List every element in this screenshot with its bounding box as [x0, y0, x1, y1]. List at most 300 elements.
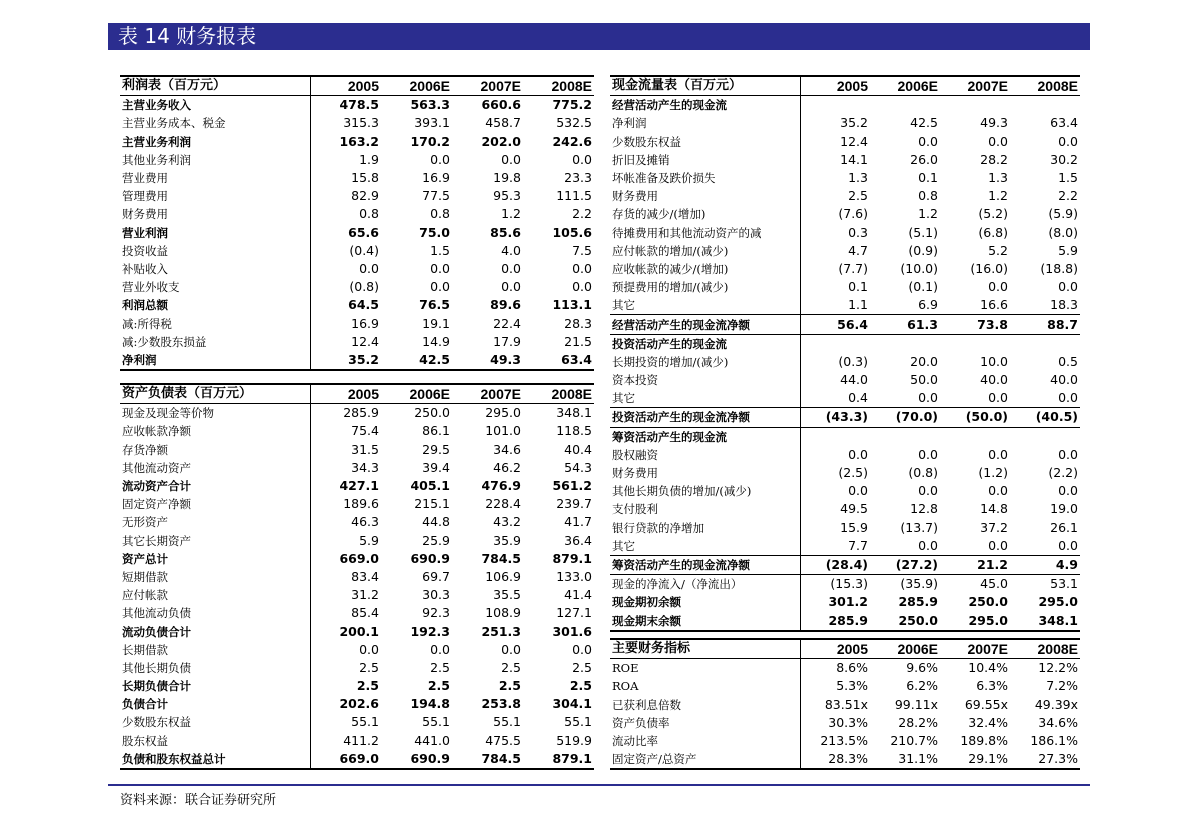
value-cell: 35.9	[493, 532, 521, 548]
value-cell: 189.8%	[960, 733, 1008, 749]
table-header-row	[120, 76, 594, 96]
value-cell: 36.4	[564, 532, 592, 548]
value-cell: 0.0	[918, 537, 938, 553]
table-row	[120, 314, 594, 332]
year-header-cell: 2006E	[870, 76, 940, 96]
table-row	[610, 371, 1080, 389]
row-label: 投资收益	[120, 242, 310, 260]
value-cell: 82.9	[351, 188, 379, 204]
table-header-row	[610, 639, 1080, 659]
year-header-cell: 2008E	[1010, 76, 1080, 96]
value-cell: (15.3)	[800, 575, 870, 594]
value-cell: 0.0	[1058, 279, 1078, 295]
year-header-cell: 2008E	[523, 76, 594, 96]
value-cell: 0.0	[359, 641, 379, 657]
value-cell: 0.0	[848, 446, 868, 462]
value-cell: 532.5	[556, 115, 592, 131]
year-header-cell: 2006E	[381, 384, 452, 404]
table-row	[610, 732, 1080, 750]
value-cell: 6.2%	[906, 678, 938, 694]
value-cell: 163.2	[339, 133, 379, 149]
value-cell: 44.8	[422, 514, 450, 530]
value-cell: 16.6	[980, 297, 1008, 313]
table-row	[120, 459, 594, 477]
value-cell: 0.0	[572, 151, 592, 167]
table-row	[120, 114, 594, 132]
value-cell: 427.1	[339, 478, 379, 494]
table-row	[120, 659, 594, 677]
value-cell: 690.9	[381, 750, 452, 769]
value-cell: 304.1	[552, 696, 592, 712]
value-cell: (27.2)	[870, 555, 940, 574]
table-row	[610, 593, 1080, 611]
row-label: 长期投资的增加/(减少)	[610, 353, 800, 371]
value-cell: 2.5	[501, 659, 521, 675]
value-cell: (5.2)	[978, 206, 1008, 222]
value-cell: 27.3%	[1010, 750, 1080, 769]
row-label: 经营活动产生的现金流净额	[610, 315, 800, 334]
table-row	[120, 732, 594, 750]
row-label: 流动比率	[610, 732, 800, 750]
value-cell: 16.9	[351, 315, 379, 331]
bottom-rule	[108, 784, 1090, 786]
value-cell: 8.6%	[836, 660, 868, 676]
value-cell: (10.0)	[900, 260, 938, 276]
table-row	[120, 260, 594, 278]
value-cell: 26.0	[910, 151, 938, 167]
value-cell: 251.3	[481, 623, 521, 639]
value-cell: 202.0	[481, 133, 521, 149]
value-cell: 99.11x	[894, 696, 938, 712]
row-label: 其它	[610, 296, 800, 315]
table-row	[120, 641, 594, 659]
row-label: ROA	[610, 677, 800, 695]
value-cell: 49.3	[980, 115, 1008, 131]
table-row	[120, 586, 594, 604]
value-cell: (40.5)	[1010, 408, 1080, 427]
value-cell: 73.8	[940, 315, 1010, 334]
value-cell: 30.3	[422, 587, 450, 603]
value-cell: 56.4	[800, 315, 870, 334]
value-cell: 6.9	[918, 297, 938, 313]
row-label: 其他流动资产	[120, 459, 310, 477]
value-cell: 411.2	[343, 732, 379, 748]
table-title-cell: 资产负债表（百万元）	[120, 384, 310, 404]
value-cell: (16.0)	[970, 260, 1008, 276]
value-cell: 0.5	[1058, 353, 1078, 369]
value-cell: 476.9	[481, 478, 521, 494]
value-cell: 228.4	[485, 496, 521, 512]
value-cell: 63.4	[523, 351, 594, 370]
value-cell: 65.6	[348, 224, 379, 240]
table-row	[610, 296, 1080, 315]
value-cell: 879.1	[552, 550, 592, 566]
value-cell: 31.2	[351, 587, 379, 603]
balance-sheet-table	[120, 383, 594, 770]
value-cell: 0.0	[501, 151, 521, 167]
value-cell: 170.2	[410, 133, 450, 149]
table-row	[610, 389, 1080, 408]
value-cell	[940, 427, 1010, 446]
row-label: 主营业务成本、税金	[120, 114, 310, 132]
value-cell: 0.0	[988, 446, 1008, 462]
value-cell: 0.1	[918, 170, 938, 186]
value-cell: 519.9	[556, 732, 592, 748]
table-row	[120, 205, 594, 223]
value-cell: 75.0	[419, 224, 450, 240]
table-row	[120, 713, 594, 731]
row-label: 少数股东权益	[120, 713, 310, 731]
value-cell: 0.0	[430, 641, 450, 657]
value-cell: 348.1	[556, 405, 592, 421]
value-cell: 89.6	[490, 297, 521, 313]
row-label: 利润总额	[120, 296, 310, 314]
table-row	[610, 408, 1080, 427]
value-cell	[1010, 334, 1080, 353]
row-label: 投资活动产生的现金流	[610, 334, 800, 353]
year-header-cell: 2007E	[940, 639, 1010, 659]
value-cell: 75.4	[351, 423, 379, 439]
value-cell: 669.0	[339, 550, 379, 566]
value-cell: 295.0	[940, 611, 1010, 630]
value-cell: 26.1	[1050, 519, 1078, 535]
value-cell: 0.0	[1058, 483, 1078, 499]
value-cell: 194.8	[410, 696, 450, 712]
value-cell: (28.4)	[800, 555, 870, 574]
row-label: 营业费用	[120, 169, 310, 187]
table-row	[120, 604, 594, 622]
row-label: 固定资产净额	[120, 495, 310, 513]
value-cell: 202.6	[339, 696, 379, 712]
value-cell: 2.5	[498, 678, 521, 694]
year-header-cell: 2005	[310, 384, 381, 404]
value-cell: 0.0	[1058, 133, 1078, 149]
value-cell: 12.8	[910, 501, 938, 517]
value-cell: 76.5	[419, 297, 450, 313]
row-label: 净利润	[610, 114, 800, 132]
row-label: 主营业务收入	[120, 96, 310, 115]
table-row	[610, 151, 1080, 169]
row-label: 长期负债合计	[120, 677, 310, 695]
value-cell: (0.3)	[838, 353, 868, 369]
value-cell: 475.5	[485, 732, 521, 748]
value-cell: 405.1	[410, 478, 450, 494]
row-label: 财务费用	[610, 464, 800, 482]
value-cell: 69.55x	[964, 696, 1008, 712]
value-cell: 2.2	[572, 206, 592, 222]
table-row	[120, 568, 594, 586]
value-cell: 63.4	[1050, 115, 1078, 131]
value-cell: 101.0	[485, 423, 521, 439]
value-cell: 49.3	[452, 351, 523, 370]
value-cell: (7.6)	[838, 206, 868, 222]
section-title: 表 14 财务报表	[118, 24, 257, 48]
table-row	[120, 133, 594, 151]
value-cell: 53.1	[1010, 575, 1080, 594]
value-cell: 118.5	[556, 423, 592, 439]
table-row	[120, 296, 594, 314]
value-cell: 0.0	[918, 483, 938, 499]
value-cell: (8.0)	[1048, 224, 1078, 240]
value-cell: 22.4	[493, 315, 521, 331]
table-row	[610, 114, 1080, 132]
table-row	[120, 495, 594, 513]
year-header-cell: 2006E	[381, 76, 452, 96]
value-cell	[940, 96, 1010, 115]
value-cell: 253.8	[481, 696, 521, 712]
value-cell: (2.5)	[838, 465, 868, 481]
value-cell: 43.2	[493, 514, 521, 530]
value-cell: 105.6	[552, 224, 592, 240]
value-cell: 186.1%	[1030, 733, 1078, 749]
value-cell: 295.0	[485, 405, 521, 421]
value-cell: 5.3%	[836, 678, 868, 694]
row-label: 其它长期资产	[120, 532, 310, 550]
value-cell: 17.9	[493, 333, 521, 349]
row-label: 其他长期负债的增加/(减少)	[610, 482, 800, 500]
table-row	[120, 550, 594, 568]
value-cell: 34.6	[493, 441, 521, 457]
value-cell: 83.51x	[824, 696, 868, 712]
row-label: 支付股利	[610, 500, 800, 518]
row-label: 流动资产合计	[120, 477, 310, 495]
value-cell: 0.0	[572, 260, 592, 276]
value-cell: (1.2)	[978, 465, 1008, 481]
value-cell: 10.4%	[968, 660, 1008, 676]
value-cell: 0.3	[848, 224, 868, 240]
table-row	[120, 242, 594, 260]
value-cell: 69.7	[422, 568, 450, 584]
value-cell: 2.2	[1058, 188, 1078, 204]
value-cell: (2.2)	[1048, 465, 1078, 481]
row-label: 经营活动产生的现金流	[610, 96, 800, 115]
value-cell: 0.0	[572, 641, 592, 657]
value-cell: (0.9)	[908, 242, 938, 258]
value-cell: 29.5	[422, 441, 450, 457]
value-cell: 19.1	[422, 315, 450, 331]
row-label: ROE	[610, 659, 800, 678]
row-label: 存货的减少/(增加)	[610, 205, 800, 223]
value-cell: 32.4%	[968, 714, 1008, 730]
table-row	[120, 532, 594, 550]
table-row	[120, 404, 594, 423]
table-row	[610, 555, 1080, 574]
value-cell: 28.3	[564, 315, 592, 331]
value-cell: 46.2	[493, 459, 521, 475]
value-cell: 34.3	[351, 459, 379, 475]
table-title-cell: 主要财务指标	[610, 639, 800, 659]
table-row	[610, 500, 1080, 518]
value-cell	[870, 427, 940, 446]
value-cell: 31.5	[351, 441, 379, 457]
value-cell: 111.5	[556, 188, 592, 204]
value-cell: 7.5	[572, 242, 592, 258]
value-cell: (7.7)	[838, 260, 868, 276]
table-row	[610, 278, 1080, 296]
value-cell: 189.6	[343, 496, 379, 512]
value-cell: 10.0	[980, 353, 1008, 369]
row-label: 预提费用的增加/(减少)	[610, 278, 800, 296]
value-cell: 106.9	[485, 568, 521, 584]
value-cell: 561.2	[552, 478, 592, 494]
table-row	[610, 575, 1080, 594]
value-cell: 85.4	[351, 605, 379, 621]
table-row	[610, 696, 1080, 714]
table-row	[610, 427, 1080, 446]
value-cell: 215.1	[414, 496, 450, 512]
value-cell: 0.0	[430, 279, 450, 295]
row-label: 减:所得税	[120, 314, 310, 332]
value-cell: 301.2	[828, 594, 868, 610]
value-cell: 41.4	[564, 587, 592, 603]
value-cell: 2.5	[356, 678, 379, 694]
value-cell: 5.9	[1058, 242, 1078, 258]
row-label: 少数股东权益	[610, 133, 800, 151]
row-label: 其他长期负债	[120, 659, 310, 677]
value-cell: 34.6%	[1038, 714, 1078, 730]
value-cell: 35.2	[840, 115, 868, 131]
value-cell: 14.8	[980, 501, 1008, 517]
value-cell: 113.1	[552, 297, 592, 313]
table-row	[610, 714, 1080, 732]
value-cell: 14.1	[840, 151, 868, 167]
value-cell: 88.7	[1010, 315, 1080, 334]
year-header-cell: 2008E	[1010, 639, 1080, 659]
value-cell: 1.1	[848, 297, 868, 313]
value-cell: 0.0	[918, 133, 938, 149]
value-cell: 775.2	[552, 97, 592, 113]
value-cell	[870, 96, 940, 115]
row-label: 其他流动负债	[120, 604, 310, 622]
value-cell: 210.7%	[890, 733, 938, 749]
value-cell: (13.7)	[900, 519, 938, 535]
row-label: 短期借款	[120, 568, 310, 586]
value-cell: 4.7	[848, 242, 868, 258]
value-cell: (70.0)	[870, 408, 940, 427]
value-cell: (43.3)	[800, 408, 870, 427]
table-row	[120, 333, 594, 351]
table-row	[120, 695, 594, 713]
value-cell: 0.0	[359, 260, 379, 276]
value-cell: 0.0	[988, 537, 1008, 553]
value-cell	[800, 334, 870, 353]
row-label: 股权融资	[610, 446, 800, 464]
row-label: 现金期初余额	[610, 593, 800, 611]
section-title-banner	[108, 23, 1090, 50]
year-header-cell: 2008E	[523, 384, 594, 404]
row-label: 应付帐款的增加/(减少)	[610, 242, 800, 260]
value-cell: 0.0	[988, 279, 1008, 295]
value-cell: 20.0	[910, 353, 938, 369]
table-row	[120, 187, 594, 205]
row-label: 应收帐款净额	[120, 422, 310, 440]
value-cell: 563.3	[410, 97, 450, 113]
row-label: 筹资活动产生的现金流净额	[610, 555, 800, 574]
table-row	[610, 169, 1080, 187]
table-row	[120, 224, 594, 242]
table-row	[610, 224, 1080, 242]
value-cell: 0.0	[918, 390, 938, 406]
value-cell: 0.0	[572, 279, 592, 295]
value-cell: (35.9)	[870, 575, 940, 594]
row-label: 折旧及摊销	[610, 151, 800, 169]
value-cell: 0.0	[430, 260, 450, 276]
value-cell: 5.2	[988, 242, 1008, 258]
value-cell: 1.2	[918, 206, 938, 222]
value-cell	[800, 427, 870, 446]
value-cell	[800, 96, 870, 115]
value-cell	[870, 334, 940, 353]
row-label: 长期借款	[120, 641, 310, 659]
value-cell: 35.2	[310, 351, 381, 370]
value-cell: 2.5	[572, 659, 592, 675]
value-cell	[940, 334, 1010, 353]
value-cell: 92.3	[422, 605, 450, 621]
value-cell: 690.9	[410, 550, 450, 566]
value-cell: 0.0	[988, 133, 1008, 149]
value-cell: 213.5%	[820, 733, 868, 749]
table-row	[120, 96, 594, 115]
value-cell: 77.5	[422, 188, 450, 204]
value-cell: 7.2%	[1046, 678, 1078, 694]
value-cell: 242.6	[552, 133, 592, 149]
value-cell: 285.9	[898, 594, 938, 610]
year-header-cell: 2005	[310, 76, 381, 96]
value-cell: 239.7	[556, 496, 592, 512]
value-cell: 458.7	[485, 115, 521, 131]
table-header-row	[120, 384, 594, 404]
value-cell: 0.0	[848, 483, 868, 499]
value-cell: 5.9	[359, 532, 379, 548]
value-cell: 1.5	[1058, 170, 1078, 186]
value-cell: 250.0	[968, 594, 1008, 610]
value-cell: 12.4	[840, 133, 868, 149]
value-cell: 1.3	[988, 170, 1008, 186]
cash-flow-table	[610, 75, 1080, 632]
value-cell: 40.0	[980, 372, 1008, 388]
row-label: 补贴收入	[120, 260, 310, 278]
value-cell: 31.1%	[870, 750, 940, 769]
key-ratios-table	[610, 638, 1080, 770]
value-cell: 0.8	[918, 188, 938, 204]
value-cell: 86.1	[422, 423, 450, 439]
row-label: 管理费用	[120, 187, 310, 205]
value-cell: 12.2%	[1038, 660, 1078, 676]
value-cell: 669.0	[310, 750, 381, 769]
table-row	[610, 659, 1080, 678]
value-cell: 15.8	[351, 170, 379, 186]
value-cell: 0.1	[848, 279, 868, 295]
value-cell: (0.4)	[349, 242, 379, 258]
table-row	[120, 677, 594, 695]
value-cell: 42.5	[910, 115, 938, 131]
value-cell: 16.9	[422, 170, 450, 186]
value-cell: 40.4	[564, 441, 592, 457]
row-label: 其它	[610, 537, 800, 556]
table-row	[120, 151, 594, 169]
value-cell: 54.3	[564, 459, 592, 475]
value-cell: 12.4	[351, 333, 379, 349]
value-cell: 64.5	[348, 297, 379, 313]
value-cell: 49.39x	[1034, 696, 1078, 712]
table-row	[120, 422, 594, 440]
table-row	[610, 315, 1080, 334]
source-note: 资料来源：联合证券研究所	[120, 793, 277, 808]
value-cell: 95.3	[493, 188, 521, 204]
value-cell: 250.0	[870, 611, 940, 630]
value-cell: (50.0)	[940, 408, 1010, 427]
year-header-cell: 2007E	[452, 384, 523, 404]
